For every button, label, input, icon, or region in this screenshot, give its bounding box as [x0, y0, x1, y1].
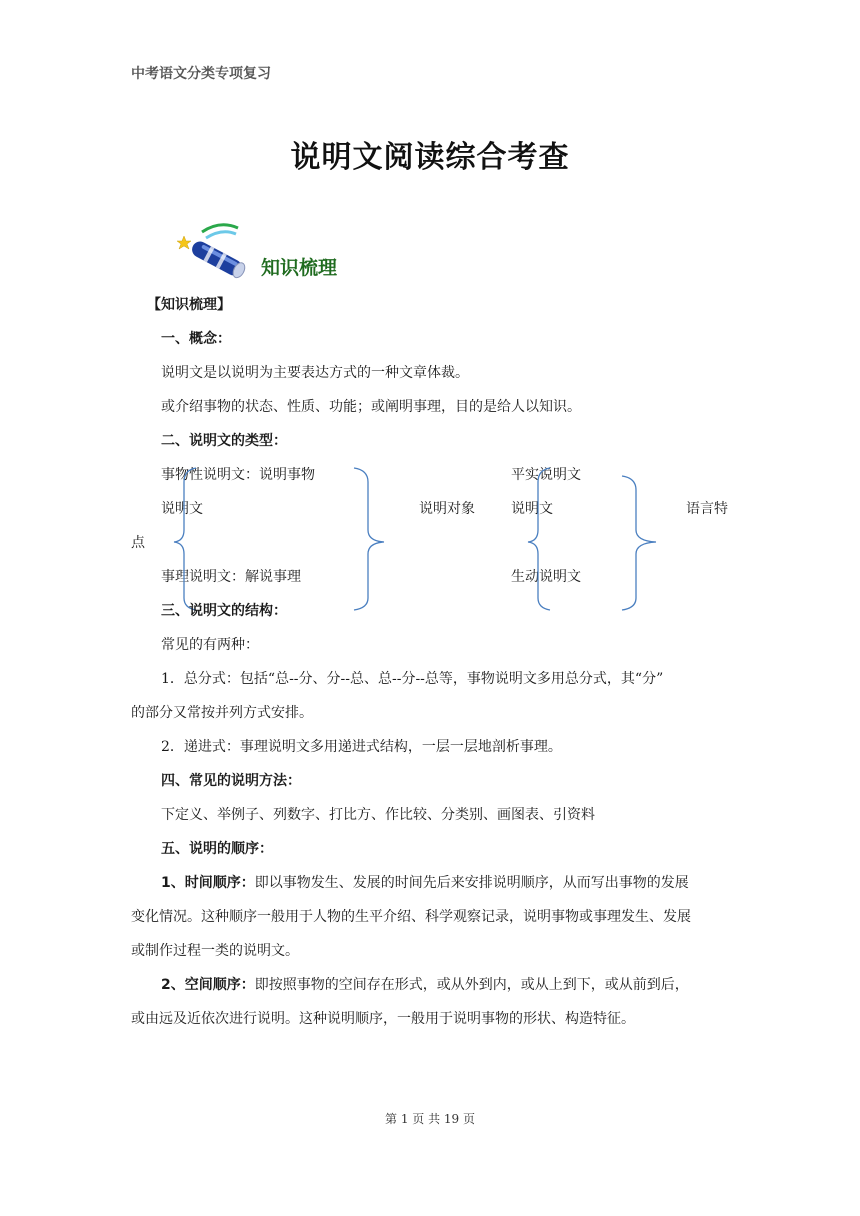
paragraph: 变化情况。这种顺序一般用于人物的生平介绍、科学观察记录，说明事物或事理发生、发展: [131, 909, 691, 925]
time-order-text: 即以事物发生、发展的时间先后来安排说明顺序，从而写出事物的发展: [254, 875, 689, 891]
diagram-root-right: 说明文: [511, 501, 553, 517]
diagram-root-left: 说明文: [161, 501, 203, 517]
diagram-item-top-right: 平实说明文: [511, 467, 581, 483]
paragraph: 1．总分式：包括“总--分、分--总、总--分--总等，事物说明文多用总分式，其“分”: [161, 671, 664, 687]
space-order-text: 即按照事物的空间存在形式，或从外到内，或从上到下，或从前到后，: [254, 977, 689, 993]
bracket-heading: 【知识梳理】: [147, 297, 231, 313]
page-title: 说明文阅读综合考查: [290, 140, 570, 175]
space-order-label: 2、空间顺序：: [161, 977, 255, 993]
paragraph: 或由远及近依次进行说明。这种说明顺序，一般用于说明事物的形状、构造特征。: [131, 1011, 635, 1027]
section-badge-label: 知识梳理: [261, 257, 338, 279]
diagram-item-bottom-right: 生动说明文: [511, 569, 581, 585]
page-footer: 第 1 页 共 19 页: [385, 1112, 475, 1126]
paragraph: 或制作过程一类的说明文。: [131, 943, 299, 959]
brace-right-open: [528, 468, 550, 610]
paragraph-space-order: [161, 975, 689, 995]
paragraph: 常见的有两种：: [161, 637, 259, 653]
diagram-item-bottom-left: 事理说明文：解说事理: [161, 569, 301, 585]
brace-left-open: [174, 468, 196, 610]
heading-order: 五、说明的顺序：: [161, 841, 273, 857]
paragraph: 或介绍事物的状态、性质、功能；或阐明事理，目的是给人以知识。: [161, 399, 581, 415]
paragraph: 的部分又常按并列方式安排。: [131, 705, 313, 721]
heading-concept: 一、概念：: [161, 331, 231, 347]
paragraph-time-order: [161, 873, 689, 893]
diagram-label-lang-a: 语言特: [686, 501, 728, 517]
brace-left-close: [354, 468, 384, 610]
paragraph: 说明文是以说明为主要表达方式的一种文章体裁。: [161, 365, 469, 381]
paragraph: 2．递进式：事理说明文多用递进式结构，一层一层地剖析事理。: [161, 739, 562, 755]
diagram-label-lang-b: 点: [131, 535, 145, 551]
brace-right-close: [622, 476, 656, 610]
heading-methods: 四、常见的说明方法：: [161, 773, 301, 789]
page-header: 中考语文分类专项复习: [131, 66, 271, 82]
diagram-item-top-left: 事物性说明文：说明事物: [161, 467, 315, 483]
heading-structure: 三、说明文的结构：: [161, 603, 287, 619]
time-order-label: 1、时间顺序：: [161, 875, 255, 891]
heading-types: 二、说明文的类型：: [161, 433, 287, 449]
paragraph: 下定义、举例子、列数字、打比方、作比较、分类别、画图表、引资料: [161, 807, 595, 823]
diagram-label-object: 说明对象: [419, 501, 475, 517]
